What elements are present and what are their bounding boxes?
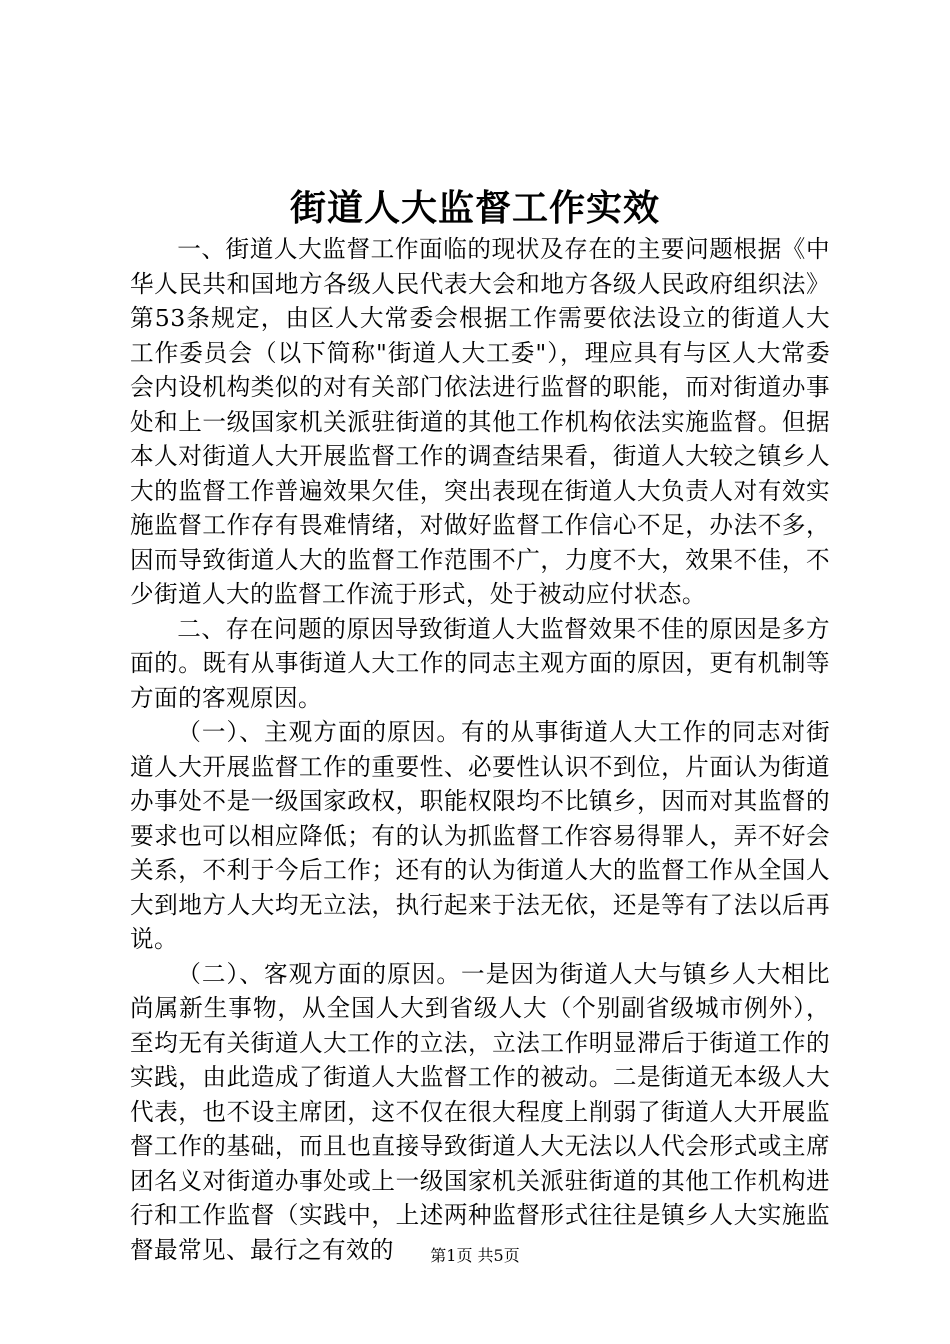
document-body [130, 232, 830, 1267]
page-number-footer: 第1页 共5页 [430, 1246, 520, 1265]
paragraph-2: 二、存在问题的原因导致街道人大监督效果不佳的原因是多方面的。既有从事街道人大工作的同志主观方面的原因，更有机制等方面的客观原因。 [130, 614, 830, 712]
paragraph-4: （二）、客观方面的原因。一是因为街道人大与镇乡人大相比尚属新生事物，从全国人大到省级人大（个别副省级城市例外），至均无有关街道人大工作的立法，立法工作明显滞后于街道工作的实践，由此造成了街道人大监督工作的被动。二是街道无本级人大代表，也不设主席团，这不仅在很大程度上削弱了街道人大开展监督工作的基础，而且也直接导致街道人大无法以人代会形式或主席团名义对街道办事处或上一级国家机关派驻街道的其他工作机构进行和工作监督（实践中，上述两种监督形式往往是镇乡人大实施监督最常见、最行之有效的 [130, 959, 830, 1264]
document-title: 街道人大监督工作实效 [289, 187, 660, 229]
paragraph-3: （一）、主观方面的原因。有的从事街道人大工作的同志对街道人大开展监督工作的重要性、必要性认识不到位，片面认为街道办事处不是一级国家政权，职能权限均不比镇乡，因而对其监督的要求也可以相应降低；有的认为抓监督工作容易得罪人，弄不好会关系，不利于今后工作；还有的认为街道人大的监督工作从全国人大到地方人大均无立法，执行起来于法无依，还是等有了法以后再说。 [130, 718, 830, 953]
paragraph-1: 一、街道人大监督工作面临的现状及存在的主要问题根据《中华人民共和国地方各级人民代表大会和地方各级人民政府组织法》第53条规定，由区人大常委会根据工作需要依法设立的街道人大工作委员会（以下简称"街道人大工委"），理应具有与区人大常委会内设机构类似的对有关部门依法进行监督的职能，而对街道办事处和上一级国家机关派驻街道的其他工作机构依法实施监督。但据本人对街道人大开展监督工作的调查结果看，街道人大较之镇乡人大的监督工作普遍效果欠佳，突出表现在街道人大负责人对有效实施监督工作存有畏难情绪，对做好监督工作信心不足，办法不多，因而导致街道人大的监督工作范围不广，力度不大，效果不佳，不少街道人大的监督工作流于形式，处于被动应付状态。 [130, 235, 830, 608]
